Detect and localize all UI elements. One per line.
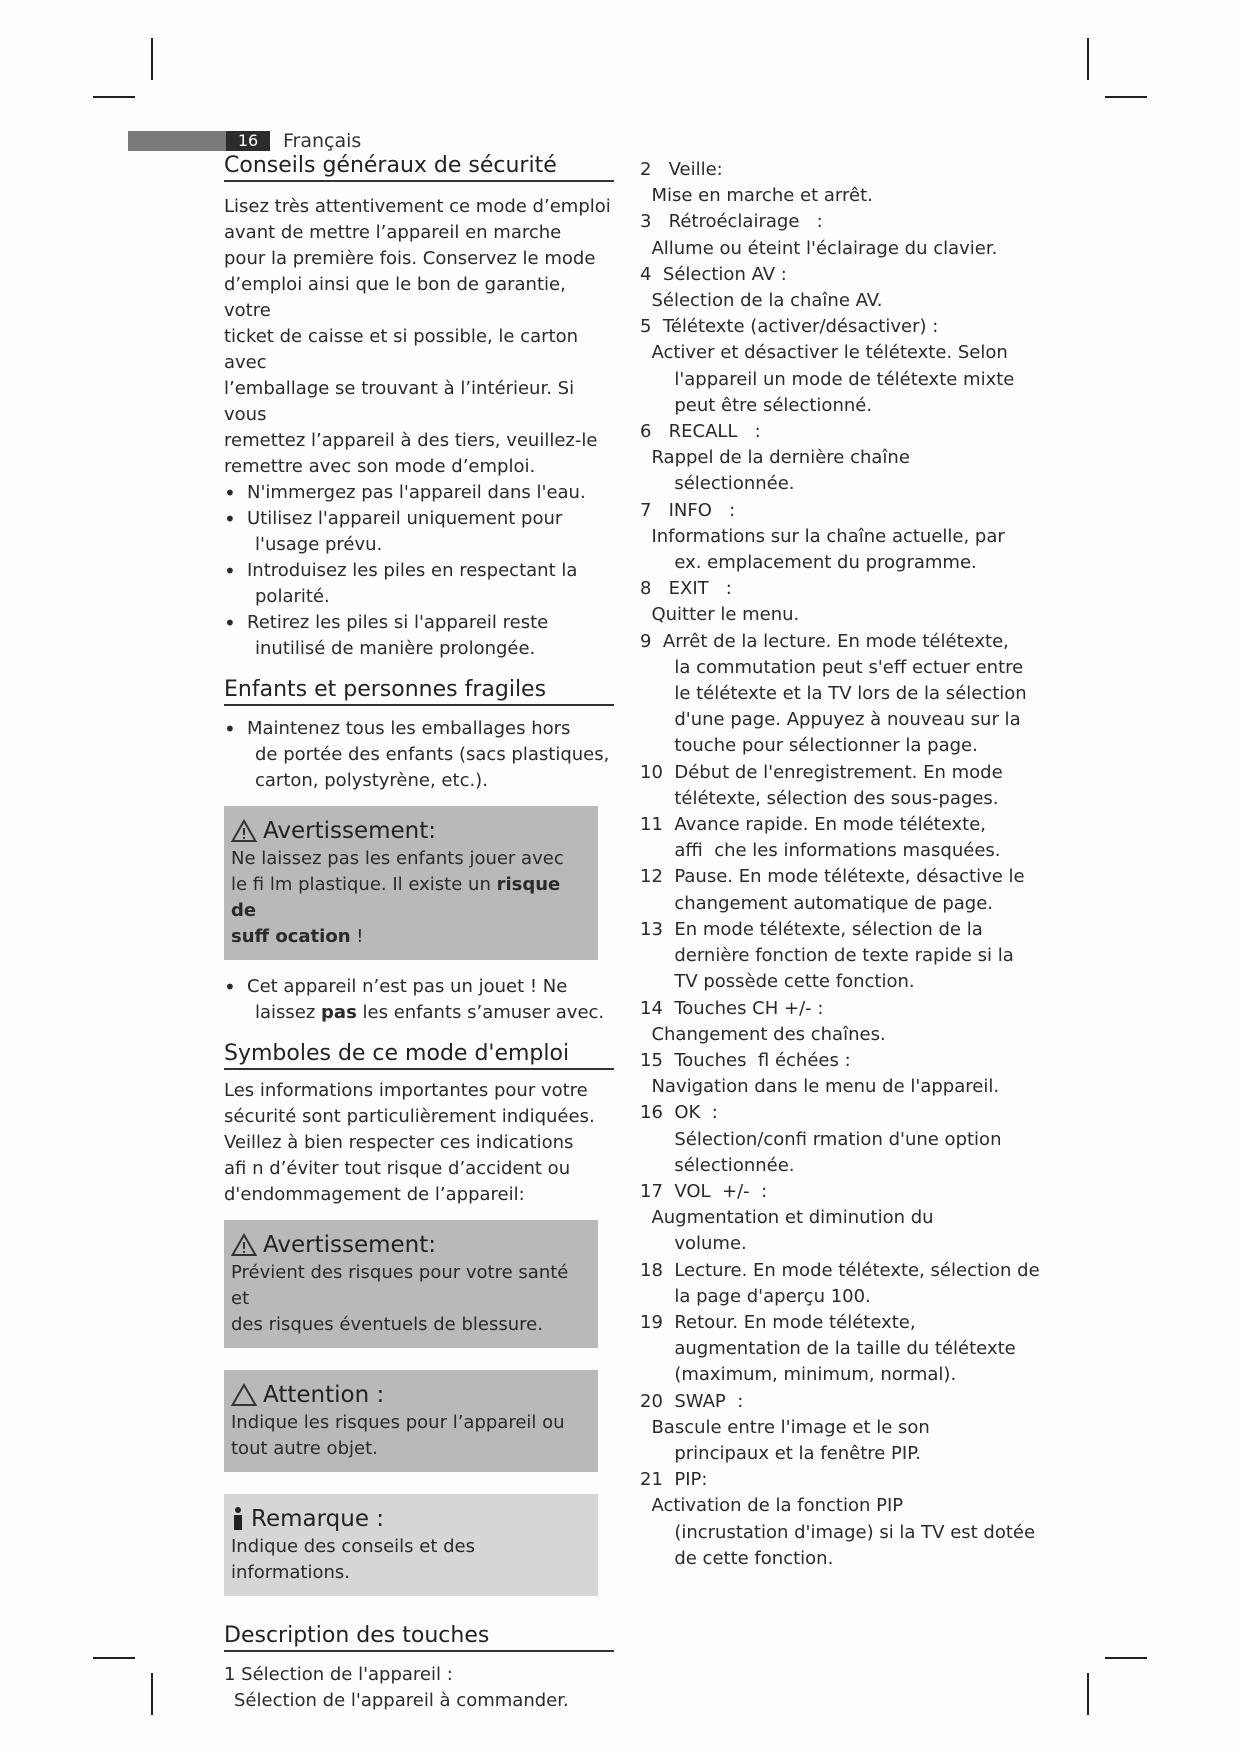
key-list-line: volume.: [640, 1233, 747, 1255]
key-list-line: principaux et la fenêtre PIP.: [640, 1442, 921, 1464]
key-list-line: Rappel de la dernière chaîne: [640, 447, 910, 469]
list-item: [224, 716, 614, 794]
section-title-safety: Conseils généraux de sécurité: [224, 152, 614, 182]
text-line: ticket de caisse et si possible, le carton avec: [224, 326, 578, 373]
crop-mark: [1105, 1657, 1147, 1659]
text-span: le fi lm plastique. Il existe un: [231, 874, 497, 895]
text-line: Indique les risques pour l’appareil ou: [231, 1412, 565, 1433]
key-list-line: 7 INFO :: [640, 499, 736, 521]
text-line: pour la première fois. Conservez le mode: [224, 248, 596, 269]
text-line: d’emploi ainsi que le bon de garantie, votre: [224, 274, 566, 321]
key-list-line: Augmentation et diminution du: [640, 1207, 934, 1229]
key-list-line: Allume ou éteint l'éclairage du clavier.: [640, 237, 998, 259]
text-line: d'endommagement de l’appareil:: [224, 1184, 525, 1205]
key-list-line: Navigation dans le menu de l'appareil.: [640, 1076, 1000, 1098]
list-item: [224, 506, 614, 558]
crop-mark: [151, 1673, 153, 1715]
crop-mark: [1087, 1673, 1089, 1715]
text-line: Ne laissez pas les enfants jouer avec: [231, 848, 564, 869]
emphasis: risque de: [231, 874, 561, 921]
text-span: les enfants s’amuser avec.: [356, 1002, 605, 1023]
text-line: l’emballage se trouvant à l’intérieur. Si vous: [224, 378, 575, 425]
key-list-line: 13 En mode télétexte, sélection de la: [640, 918, 983, 940]
key-list-line: d'une page. Appuyez à nouveau sur la: [640, 709, 1021, 731]
key-list-line: Sélection de la chaîne AV.: [640, 290, 883, 312]
crop-mark: [151, 38, 153, 80]
list-item: [224, 558, 614, 610]
key-list-line: 5 Télétexte (activer/désactiver) :: [640, 316, 939, 338]
list-item-text: inutilisé de manière prolongée.: [255, 638, 536, 659]
key-list-line: affi che les informations masquées.: [640, 840, 1001, 862]
key-list-line: de cette fonction.: [640, 1547, 834, 1569]
warning-title-text: Avertissement:: [263, 818, 437, 844]
section-title-symbols: Symboles de ce mode d'emploi: [224, 1040, 614, 1070]
text-line: Veillez à bien respecter ces indications: [224, 1132, 574, 1153]
children-bullets: [224, 716, 614, 794]
key-list-line: ex. emplacement du programme.: [640, 552, 977, 574]
warning-triangle-icon: [231, 1233, 257, 1257]
key-list-line: télétexte, sélection des sous-pages.: [640, 787, 999, 809]
key-list-line: 10 Début de l'enregistrement. En mode: [640, 761, 1003, 783]
info-icon: [231, 1506, 245, 1532]
text-line: Les informations importantes pour votre: [224, 1080, 588, 1101]
warning-triangle-icon: [231, 819, 257, 843]
text-line: afi n d’éviter tout risque d’accident ou: [224, 1158, 571, 1179]
language-label: Français: [283, 130, 362, 152]
text-span: !: [350, 926, 364, 947]
attention-title: [231, 1380, 591, 1410]
key-list-line: 8 EXIT :: [640, 578, 732, 600]
children-bullets-2: [224, 974, 614, 1026]
key-list-line: 3 Rétroéclairage :: [640, 211, 823, 233]
warning-box-children: [224, 806, 598, 960]
key-list-line: 9 Arrêt de la lecture. En mode télétexte,: [640, 630, 1009, 652]
warning-title: [231, 1230, 591, 1260]
key-list-line: 16 OK :: [640, 1102, 718, 1124]
safety-bullets: [224, 480, 614, 662]
crop-mark: [93, 96, 135, 98]
safety-intro: [224, 194, 614, 480]
key-list-line: sélectionnée.: [640, 1154, 795, 1176]
text-line: Prévient des risques pour votre santé et: [231, 1262, 569, 1309]
key-list-line: Changement des chaînes.: [640, 1023, 886, 1045]
key-list-line: 17 VOL +/- :: [640, 1180, 768, 1202]
text-line: [231, 924, 591, 950]
key-list-line: 6 RECALL :: [640, 421, 761, 443]
text-line: avant de mettre l’appareil en marche: [224, 222, 562, 243]
key-list-line: la commutation peut s'eff ectuer entre: [640, 656, 1024, 678]
section-title-keys: Description des touches: [224, 1622, 614, 1652]
left-column: [224, 152, 614, 1714]
text-line: sécurité sont particulièrement indiquées.: [224, 1106, 595, 1127]
list-item-text: carton, polystyrène, etc.).: [255, 770, 488, 791]
key-list-line: augmentation de la taille du télétexte: [640, 1338, 1016, 1360]
key-list-line: la page d'aperçu 100.: [640, 1285, 871, 1307]
key-list-line: Sélection/confi rmation d'une option: [640, 1128, 1002, 1150]
text-line: remettez l’appareil à des tiers, veuillez-le: [224, 430, 598, 451]
section-title-children: Enfants et personnes fragiles: [224, 676, 614, 706]
keys-item-1: [224, 1662, 614, 1714]
warning-title: [231, 816, 591, 846]
list-item: [224, 480, 614, 506]
attention-title-text: Attention :: [263, 1382, 385, 1408]
list-item-text: Introduisez les piles en respectant la: [247, 560, 578, 581]
list-item-text: Maintenez tous les emballages hors: [247, 718, 571, 739]
key-list-line: 11 Avance rapide. En mode télétexte,: [640, 814, 986, 836]
text-line: des risques éventuels de blessure.: [231, 1314, 543, 1335]
key-list-line: Activer et désactiver le télétexte. Selon: [640, 342, 1008, 364]
list-item: [224, 610, 614, 662]
list-item-text: l'usage prévu.: [255, 534, 383, 555]
list-item-text: Utilisez l'appareil uniquement pour: [247, 508, 563, 529]
key-list-line: 20 SWAP :: [640, 1390, 744, 1412]
note-title: [231, 1504, 591, 1534]
text-span: laissez: [255, 1002, 322, 1023]
key-list-line: Informations sur la chaîne actuelle, par: [640, 525, 1005, 547]
text-line: Lisez très attentivement ce mode d’emploi: [224, 196, 611, 217]
right-column: [640, 157, 1060, 1572]
key-list-line: (incrustation d'image) si la TV est dotée: [640, 1521, 1036, 1543]
emphasis: suff ocation: [231, 926, 351, 947]
key-list-line: le télétexte et la TV lors de la sélection: [640, 683, 1027, 705]
page-number: 16: [226, 131, 270, 151]
list-item-text: Retirez les piles si l'appareil reste: [247, 612, 549, 633]
text-line: 1 Sélection de l'appareil :: [224, 1664, 453, 1685]
note-title-text: Remarque :: [251, 1506, 385, 1532]
text-line: [231, 872, 591, 924]
key-list-line: (maximum, minimum, normal).: [640, 1364, 957, 1386]
emphasis: pas: [321, 1002, 357, 1023]
list-item: [224, 974, 614, 1026]
list-item-text: polarité.: [255, 586, 330, 607]
symbols-intro: [224, 1078, 614, 1208]
key-list-line: dernière fonction de texte rapide si la: [640, 945, 1014, 967]
key-list-line: 18 Lecture. En mode télétexte, sélection de: [640, 1259, 1040, 1281]
crop-mark: [1105, 96, 1147, 98]
text-line: remettre avec son mode d’emploi.: [224, 456, 536, 477]
list-item-text: N'immergez pas l'appareil dans l'eau.: [247, 482, 586, 503]
key-list-line: l'appareil un mode de télétexte mixte: [640, 368, 1015, 390]
list-item-text: de portée des enfants (sacs plastiques,: [255, 744, 610, 765]
key-list-line: touche pour sélectionner la page.: [640, 735, 978, 757]
key-list-line: 15 Touches fl échées :: [640, 1049, 851, 1071]
key-list-line: peut être sélectionné.: [640, 394, 873, 416]
list-item-text: Cet appareil n’est pas un jouet ! Ne: [247, 976, 568, 997]
list-item-text: [247, 1002, 604, 1023]
attention-triangle-icon: [231, 1383, 257, 1407]
crop-mark: [1087, 38, 1089, 80]
key-list-line: 4 Sélection AV :: [640, 263, 787, 285]
crop-mark: [93, 1657, 135, 1659]
attention-box: [224, 1370, 598, 1472]
warning-title-text: Avertissement:: [263, 1232, 437, 1258]
key-list-line: Quitter le menu.: [640, 604, 800, 626]
note-box: [224, 1494, 598, 1596]
text-line: tout autre objet.: [231, 1438, 378, 1459]
key-list-line: 14 Touches CH +/- :: [640, 997, 824, 1019]
key-list-line: Activation de la fonction PIP: [640, 1495, 904, 1517]
key-list-line: 21 PIP:: [640, 1469, 708, 1491]
text-line: Indique des conseils et des informations.: [231, 1536, 475, 1583]
warning-box-symbol: [224, 1220, 598, 1348]
key-list-line: Bascule entre l'image et le son: [640, 1416, 930, 1438]
key-list-line: 12 Pause. En mode télétexte, désactive le: [640, 866, 1025, 888]
key-list-line: changement automatique de page.: [640, 892, 994, 914]
key-list-line: 2 Veille:: [640, 159, 723, 180]
key-list-line: Mise en marche et arrêt.: [640, 185, 873, 207]
key-list-line: TV possède cette fonction.: [640, 971, 915, 993]
text-line: Sélection de l'appareil à commander.: [234, 1690, 569, 1711]
key-list-line: 19 Retour. En mode télétexte,: [640, 1311, 916, 1333]
key-list-line: sélectionnée.: [640, 473, 795, 495]
